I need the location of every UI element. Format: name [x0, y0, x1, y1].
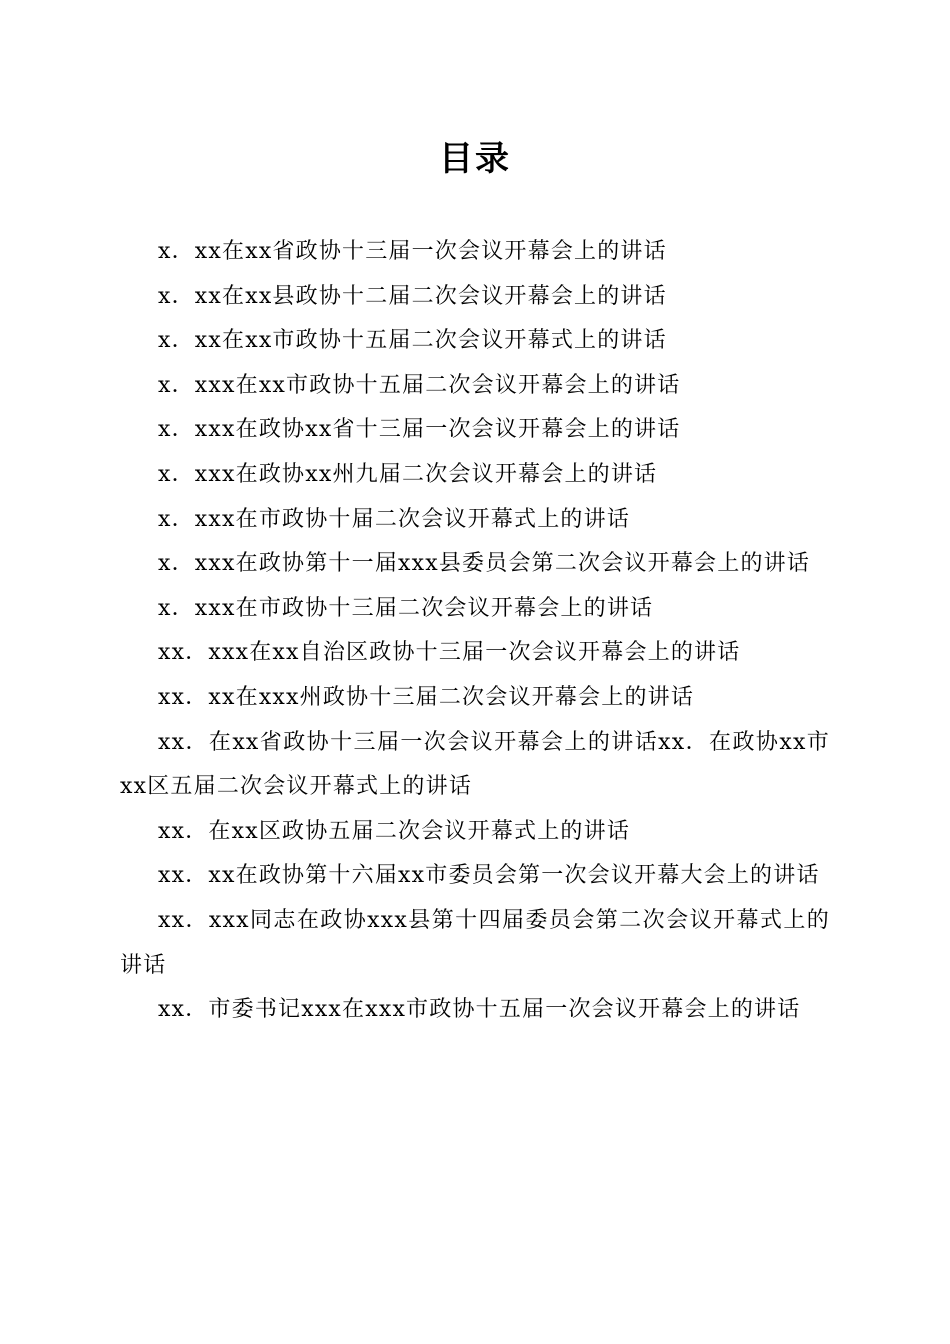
toc-item: x．xx在xx省政协十三届一次会议开幕会上的讲话 [158, 239, 667, 264]
toc-item: xx．xxx同志在政协xxx县第十四届委员会第二次会议开幕式上的讲话 [120, 907, 830, 978]
toc-item: xx．xx在xxx州政协十三届二次会议开幕会上的讲话 [158, 684, 695, 710]
toc-item: x．xxx在市政协十三届二次会议开幕会上的讲话 [158, 595, 654, 621]
toc-item: x．xxx在政协xx省十三届一次会议开幕会上的讲话 [158, 417, 681, 443]
toc-item: xx．xxx在xx自治区政协十三届一次会议开幕会上的讲话 [158, 640, 741, 666]
toc-item: x．xx在xx县政协十二届二次会议开幕会上的讲话 [158, 283, 667, 309]
toc-item: x．xx在xx市政协十五届二次会议开幕式上的讲话 [158, 328, 667, 354]
toc-item: xx．xx在政协第十六届xx市委员会第一次会议开幕大会上的讲话 [158, 863, 820, 889]
toc-item: x．xxx在xx市政协十五届二次会议开幕会上的讲话 [158, 372, 681, 398]
table-of-contents [120, 230, 830, 1033]
toc-item: x．xxx在政协第十一届xxx县委员会第二次会议开幕会上的讲话 [158, 551, 811, 577]
toc-item: xx．市委书记xxx在xxx市政协十五届一次会议开幕会上的讲话 [158, 997, 801, 1023]
toc-item: x．xxx在市政协十届二次会议开幕式上的讲话 [158, 506, 631, 532]
toc-item: xx．在xx区政协五届二次会议开幕式上的讲话 [158, 818, 631, 844]
toc-item: x．xxx在政协xx州九届二次会议开幕会上的讲话 [158, 461, 658, 487]
toc-item: xx．在xx省政协十三届一次会议开幕会上的讲话xx．在政协xx市xx区五届二次会议开幕式上的讲话 [120, 729, 830, 800]
page-title: 目录 [439, 139, 511, 179]
